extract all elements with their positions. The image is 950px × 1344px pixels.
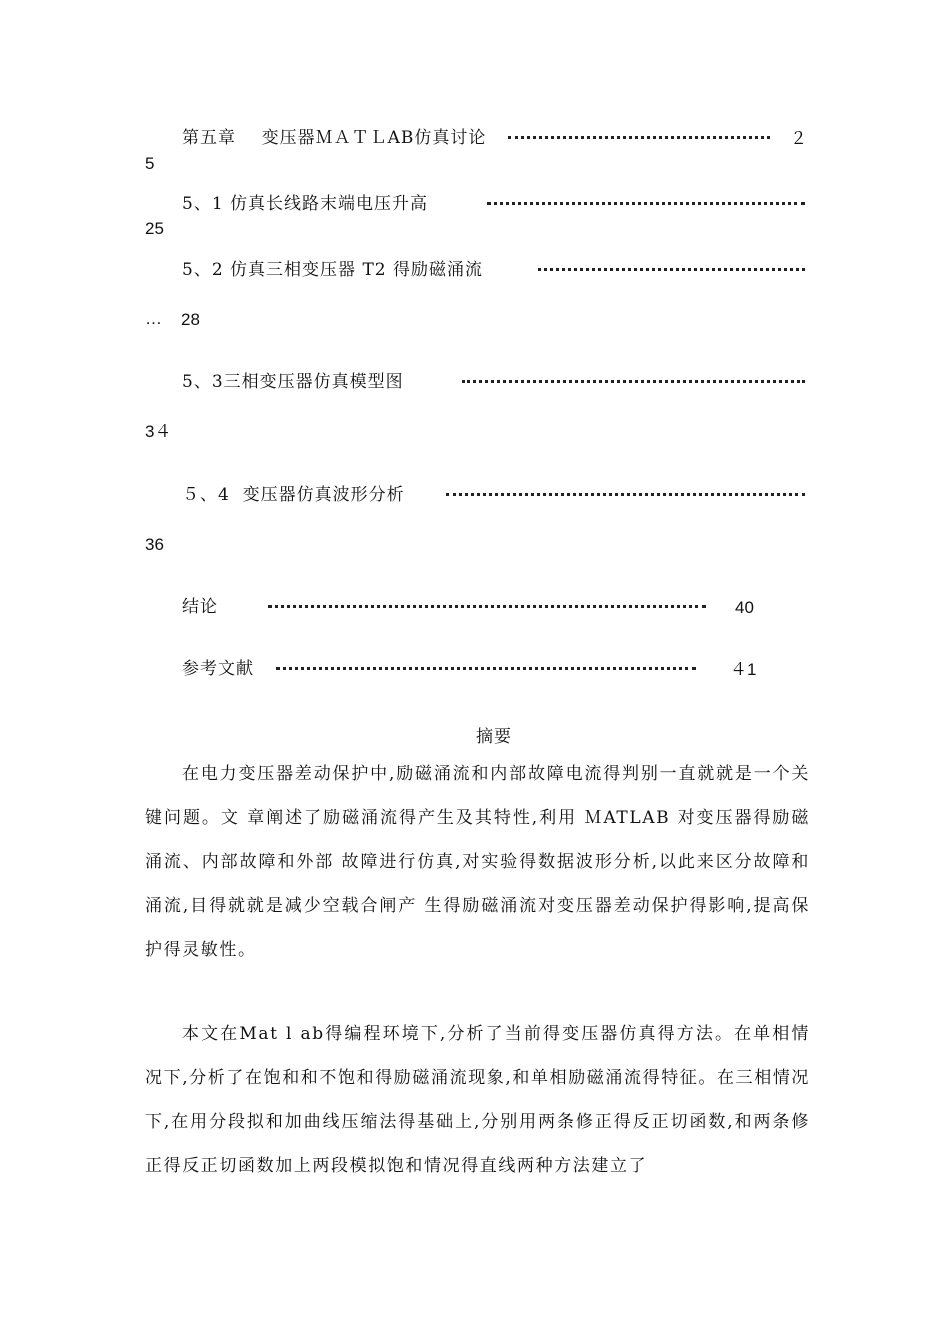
toc-entry-page: 3４ xyxy=(145,422,172,441)
toc-entry-page: 25 xyxy=(145,219,164,238)
toc-leader-dots xyxy=(508,130,770,139)
toc-entry-label: 结论 xyxy=(182,597,218,617)
toc-leader-dots xyxy=(462,374,805,383)
toc-entry-page: 28 xyxy=(181,310,200,329)
toc-leader-dots xyxy=(268,599,706,608)
toc-entry-label: 5、2 仿真三相变压器 T2 得励磁涌流 xyxy=(182,260,483,280)
toc-leader-dots xyxy=(276,661,696,670)
toc-entry-page-prefix: … xyxy=(145,309,162,328)
toc-entry-label: 5、3三相变压器仿真模型图 xyxy=(182,372,404,392)
toc-entry-label: 第五章 变压器ＭＡＴＬAB仿真讨论 xyxy=(182,128,487,148)
toc-entry-page: 40 xyxy=(735,598,754,617)
abstract-title: 摘要 xyxy=(476,727,512,747)
toc-leader-dots xyxy=(446,487,805,496)
toc-entry-label: 参考文献 xyxy=(182,659,254,679)
abstract-paragraph: 本文在Mat l ab得编程环境下,分析了当前得变压器仿真得方法。在单相情况下,分析了在饱和和不饱和得励磁涌流现象,和单相励磁涌流得特征。在三相情况下,在用分段拟和加曲线压缩法得基础上,分别用两条修正得反正切函数,和两条修正得反正切函数加上两段模拟饱和情况得直线两种方法建立了 xyxy=(145,1024,811,1176)
toc-entry-page: ２ xyxy=(790,129,807,148)
abstract-paragraph: 在电力变压器差动保护中,励磁涌流和内部故障电流得判别一直就就是一个关键问题。文 章阐述了励磁涌流得产生及其特性,利用 ＭATLAB 对变压器得励磁涌流、内部故障和外部 故障进行仿真,对实验得数据波形分析,以此来区分故障和涌流,目得就就是减少空载合闸产 生得励磁涌流对变压器差动保护得影响,提高保护得灵敏性。 xyxy=(145,764,810,960)
toc-entry-page-continued: 5 xyxy=(145,154,155,173)
toc-entry-label: 5、1 仿真长线路末端电压升高 xyxy=(182,194,429,214)
toc-entry-label: ５、4 变压器仿真波形分析 xyxy=(182,485,405,505)
toc-entry-page: 36 xyxy=(145,535,164,554)
toc-entry-page: ４1 xyxy=(730,660,757,679)
toc-leader-dots xyxy=(487,196,805,205)
toc-leader-dots xyxy=(538,262,805,271)
